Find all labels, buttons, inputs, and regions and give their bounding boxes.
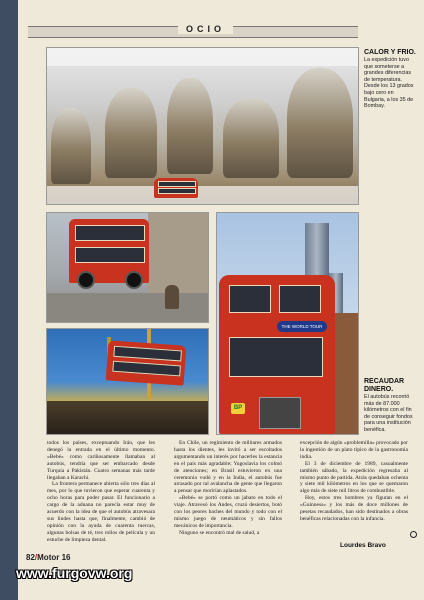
article-paragraph: Ninguno se encontró mal de salud, a [179,529,260,536]
page-footer [26,553,70,562]
author-signature: Lourdes Bravo [340,542,386,549]
photo-bus [106,340,187,385]
photo-rock-formation [105,88,157,178]
magazine-name: Motor 16 [37,553,71,562]
caption-text: La expedición tuvo que someterse a grandes diferencias de temperatura. Desde los 13 grados bajo cero en Bulgaria, a los 35 de Bombay. [364,57,414,110]
article-paragraph: El 3 de diciembre de 1989, casualmente también sábado, la expedición regresaba al mismo punto de partida. Atrás quedaban ochenta y siete mil kilómetros en los que se quemaron algo más de siete mil litros de combustible. [300,460,408,495]
photo-building [148,213,208,293]
article-paragraph: Hoy, estos tres hombres ya figuran en el «Guinness» y los más de doce millones de pesetas recaudados, han sido destinados a obras benéficas relacionadas con la infancia. [300,495,408,522]
caption-title: RECAUDAR DINERO. [364,378,405,393]
photo-rock-formation [167,78,213,174]
photo-bus [154,178,198,198]
article-column-3 [300,440,408,523]
photo-bus-new-york [216,212,359,435]
photo-bus-on-ship [46,328,209,435]
photo-ship-deck [47,401,208,434]
caption-money [364,378,416,434]
caption-title: CALOR Y FRIO. [364,49,416,56]
article-paragraph: excepción de algún «problemilla» provocado por la ingestión de un plato típico de la gastronomía india. [300,440,408,460]
caption-text: El autobús recorrió más de 87.000 kilómetros con el fin de conseguir fondos para una institución benéfica. [364,394,413,433]
end-of-article-icon [410,531,417,538]
article-paragraph: La frontera permanece abierta sólo tres días al mes, por lo que tuvieron que esperar cuarenta y ocho horas para poder pasar. El funcionario a cargo de la aduana no parecía estar muy de acuerdo con la idea de que el autobús atravesara sus lindes hasta que, finalmente, cambió de opinión con la ayuda de cuarenta tuercas, algunas bolsas de té, tres rollos de película y un estuche de limpieza dental. [47,481,155,543]
photo-rock-formation [287,68,353,178]
section-header-bar [28,26,358,38]
article-paragraph: «Bebé» se portó como un jabato en todo el viaje. Atravesó los Andes, cruzó desiertos, botó con los peores baches del mundo y todo con el mismo juego de neumáticos y sin fallos mecánicos de importancia. [174,495,282,529]
article-column-2 [174,440,282,537]
bus-grille [259,397,301,429]
photo-person [165,285,179,309]
photo-bus [69,219,149,283]
photo-bus-street [46,212,209,323]
article-paragraph: En Chile, un regimiento de militares armados hasta los dientes, les invitó a ser escoltados argumentando un interés por hacerles la estancia en el país más agradable; Yugoslavia los colmó de atenciones; en Brasil estuvieron en una ceremonia vudú y en la India, el autobús fue arrasado por tal avalancha de gente que llegaron a pensar que morirían aplastados. [174,440,282,495]
photo-rock-formation [223,98,279,178]
photo-snowy-landscape [46,47,359,205]
section-label: OCIO [178,24,233,34]
photo-rock-formation [51,108,91,184]
photo-snow-sky [47,48,358,66]
footer-separator: / [34,553,38,562]
photo-street-ground [47,293,208,322]
article-paragraph: todos los países, exceptuando Irán, que les denegó la entrada en el último momento. «Bebé» como cariñosamente llamaban al autobús, tendría que ser embarcado desde Turquía a Pakistán. Cuatro semanas más tarde llegaban a Karachi. [47,440,155,481]
page-number: 82 [26,553,35,562]
photo-snow-ground [47,186,358,204]
article-column-1 [47,440,155,544]
bus-destination-sign: THE WORLD TOUR [277,321,327,332]
site-watermark: www.furgovw.org [16,565,133,581]
photo-bus-front [219,275,335,434]
bp-badge: BP [231,403,245,414]
caption-cold [364,49,416,110]
